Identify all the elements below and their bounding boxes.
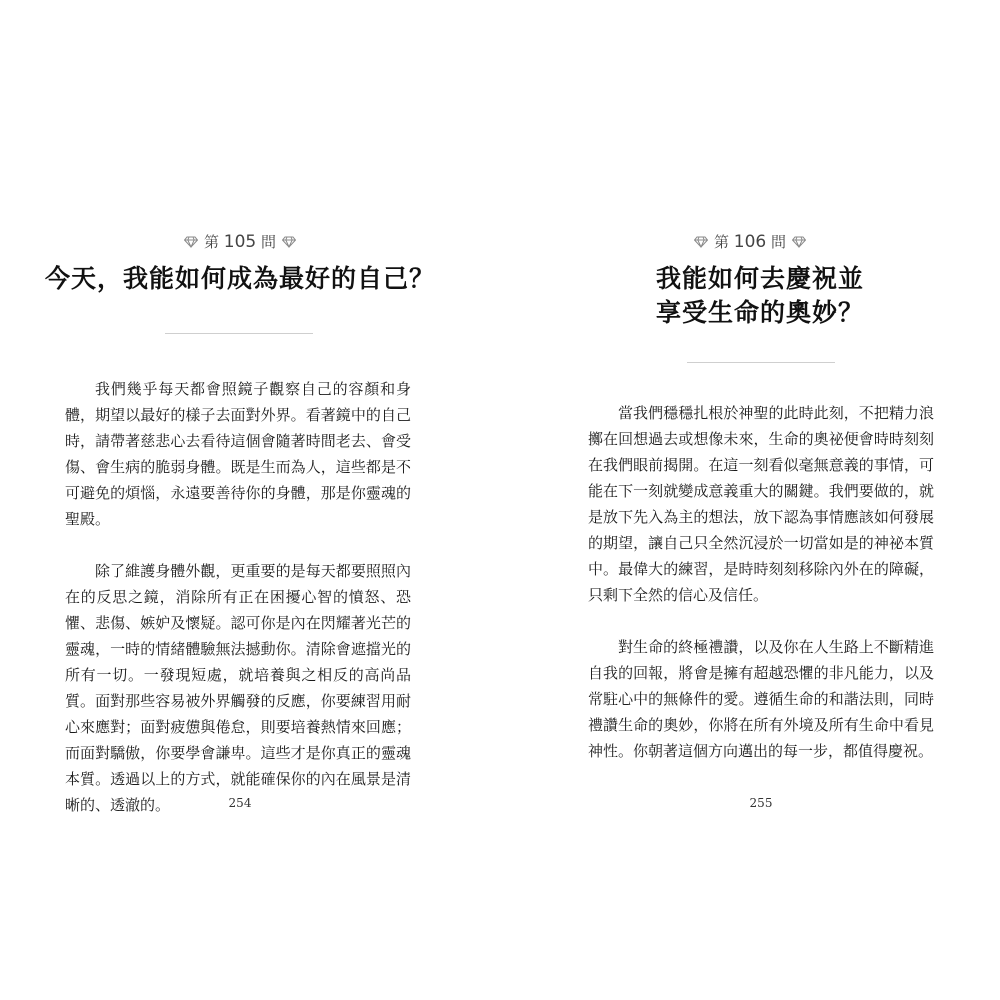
question-title	[500, 262, 1000, 330]
paragraph: 當我們穩穩扎根於神聖的此時此刻，不把精力浪擲在回想過去或想像未來，生命的奧祕便會時時刻刻在我們眼前揭開。在這一刻看似毫無意義的事情，可能在下一刻就變成意義重大的關鍵。我們要做的，就是放下先入為主的想法，放下認為事情應該如何發展的期望，讓自己只全然沉浸於一切當如是的神祕本質中。最偉大的練習，是時時刻刻移除內外在的障礙，只剩下全然的信心及信任。	[588, 404, 934, 604]
title-divider	[165, 333, 313, 334]
question-header	[500, 231, 1000, 253]
diamond-icon	[184, 236, 198, 248]
title-line-2: 享受生命的奧妙？	[655, 298, 864, 327]
paragraph: 除了維護身體外觀，更重要的是每天都要照照內在的反思之鏡，消除所有正在困擾心智的憤怒、恐懼、悲傷、嫉妒及懷疑。認可你是內在閃耀著光芒的靈魂，一時的情緒體驗無法撼動你。清除會遮擋光的所有一切。一發現短處，就培養與之相反的高尚品質。面對那些容易被外界觸發的反應，你要練習用耐心來應對；面對疲憊與倦怠，則要培養熱情來回應；而面對驕傲，你要學會謙卑。這些才是你真正的靈魂本質。透過以上的方式，就能確保你的內在風景是清晰的、透澈的。	[65, 562, 411, 814]
body-text	[65, 376, 411, 844]
title-divider	[687, 362, 835, 363]
question-suffix: 問	[771, 233, 787, 251]
diamond-icon	[792, 236, 806, 248]
question-prefix: 第	[203, 233, 219, 251]
body-text	[588, 400, 934, 790]
question-prefix: 第	[713, 233, 729, 251]
title-line-1: 我能如何去慶祝並	[655, 264, 864, 293]
diamond-icon	[282, 236, 296, 248]
right-page	[500, 0, 1000, 1000]
page-number: 254	[228, 796, 252, 810]
question-number: 105	[223, 232, 257, 252]
question-header	[0, 231, 480, 253]
paragraph: 我們幾乎每天都會照鏡子觀察自己的容顏和身體，期望以最好的樣子去面對外界。看著鏡中的自己時，請帶著慈悲心去看待這個會隨著時間老去、會受傷、會生病的脆弱身體。既是生而為人，這些都是不可避免的煩惱，永遠要善待你的身體，那是你靈魂的聖殿。	[65, 380, 411, 528]
diamond-icon	[694, 236, 708, 248]
question-number: 106	[733, 232, 767, 252]
question-suffix: 問	[261, 233, 277, 251]
question-title: 今天，我能如何成為最好的自己？	[44, 264, 435, 293]
paragraph: 對生命的終極禮讚，以及你在人生路上不斷精進自我的回報，將會是擁有超越恐懼的非凡能力，以及常駐心中的無條件的愛。遵循生命的和諧法則，同時禮讚生命的奧妙，你將在所有外境及所有生命中看見神性。你朝著這個方向邁出的每一步，都值得慶祝。	[588, 638, 934, 760]
page-number: 255	[749, 796, 773, 810]
